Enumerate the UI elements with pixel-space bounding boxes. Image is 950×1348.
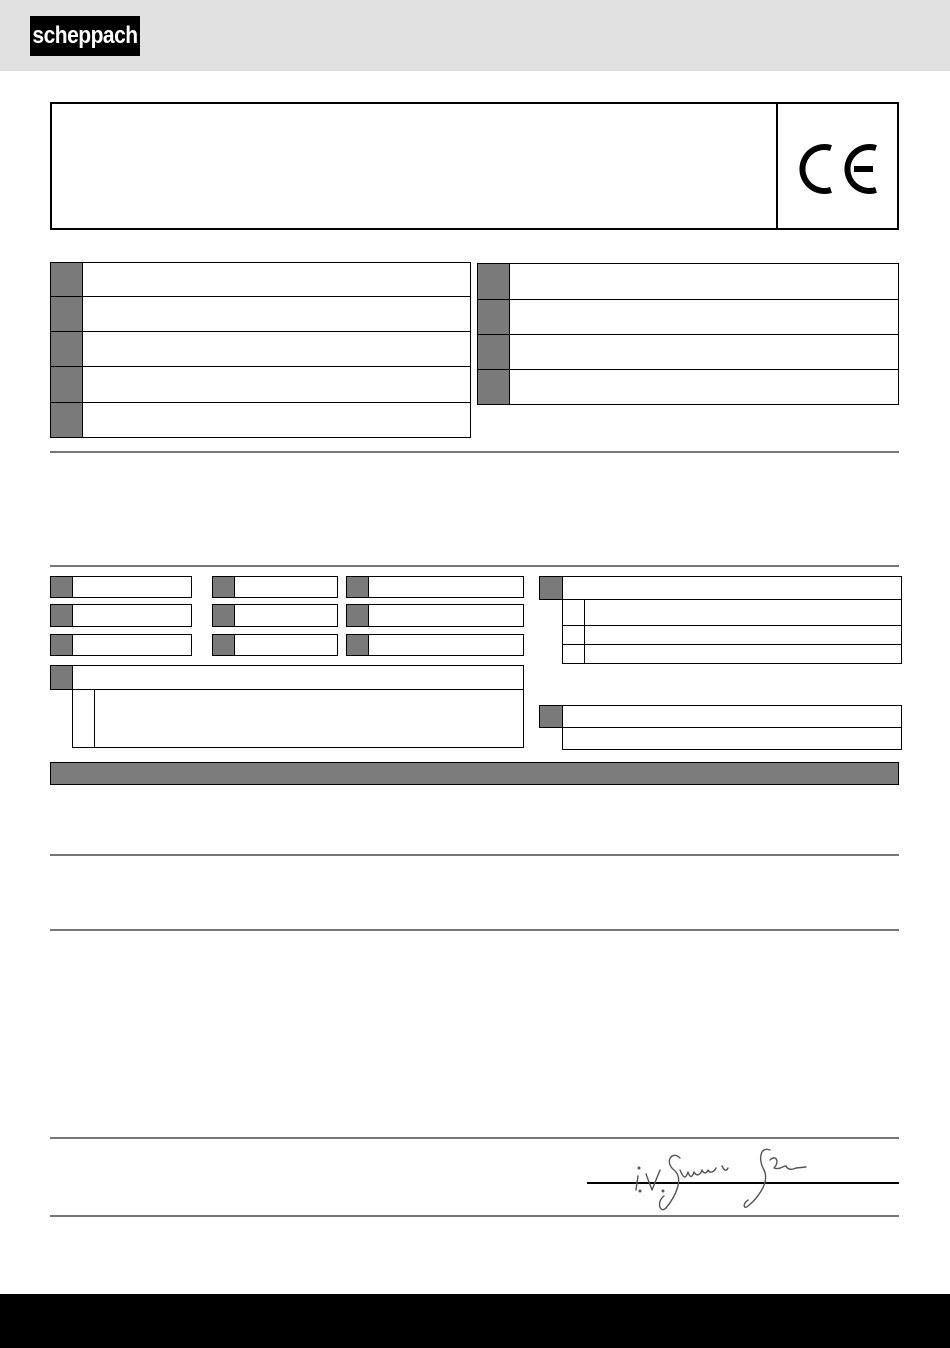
section-bar	[50, 762, 899, 785]
field-row	[50, 366, 471, 403]
field-marker	[477, 369, 510, 405]
directive-field	[346, 604, 524, 627]
sub-item	[562, 599, 902, 626]
directive-checkbox	[346, 604, 369, 627]
sub-checkbox	[562, 644, 585, 664]
sub-checkbox	[562, 625, 585, 645]
header-band	[0, 0, 950, 71]
directive-field	[539, 576, 902, 600]
directive-field	[50, 665, 524, 690]
field-marker	[477, 299, 510, 335]
directive-field	[346, 634, 524, 656]
sub-item	[562, 727, 902, 750]
divider-rule	[50, 451, 899, 453]
field-row	[50, 331, 471, 367]
divider-rule	[50, 1215, 899, 1217]
divider-rule	[50, 565, 899, 567]
directive-checkbox	[50, 604, 73, 627]
divider-rule	[50, 929, 899, 931]
field-marker	[50, 366, 83, 403]
handwritten-signature	[630, 1140, 810, 1212]
field-marker	[50, 331, 83, 367]
field-marker	[50, 402, 83, 438]
directive-field	[539, 705, 902, 728]
ce-divider	[776, 102, 778, 230]
sub-checkbox	[72, 689, 95, 748]
field-row	[50, 402, 471, 438]
directive-notes	[72, 689, 524, 748]
field-row	[50, 296, 471, 332]
directive-field	[346, 576, 524, 598]
field-marker	[50, 296, 83, 332]
sub-item	[562, 625, 902, 645]
sub-item	[562, 644, 902, 664]
brand-logo-text: scheppach	[32, 22, 138, 49]
directive-checkbox	[50, 576, 73, 598]
footer-bar	[0, 1294, 950, 1348]
declaration-title-box	[50, 102, 899, 230]
directive-checkbox	[346, 634, 369, 656]
field-marker	[477, 263, 510, 300]
field-row	[477, 369, 899, 405]
ce-mark-icon	[793, 142, 881, 196]
directive-checkbox	[212, 604, 235, 627]
brand-logo	[30, 16, 140, 56]
directive-checkbox	[212, 634, 235, 656]
field-marker	[477, 334, 510, 370]
divider-rule	[50, 854, 899, 856]
directive-checkbox	[50, 634, 73, 656]
directive-checkbox	[539, 576, 563, 600]
field-row	[477, 263, 899, 300]
directive-checkbox	[539, 705, 563, 728]
sub-checkbox	[562, 599, 585, 626]
divider-rule	[50, 1137, 899, 1139]
field-row	[50, 262, 471, 297]
field-row	[477, 334, 899, 370]
directive-checkbox	[346, 576, 369, 598]
directive-checkbox	[50, 665, 73, 690]
field-marker	[50, 262, 83, 297]
directive-checkbox	[212, 576, 235, 598]
field-row	[477, 299, 899, 335]
